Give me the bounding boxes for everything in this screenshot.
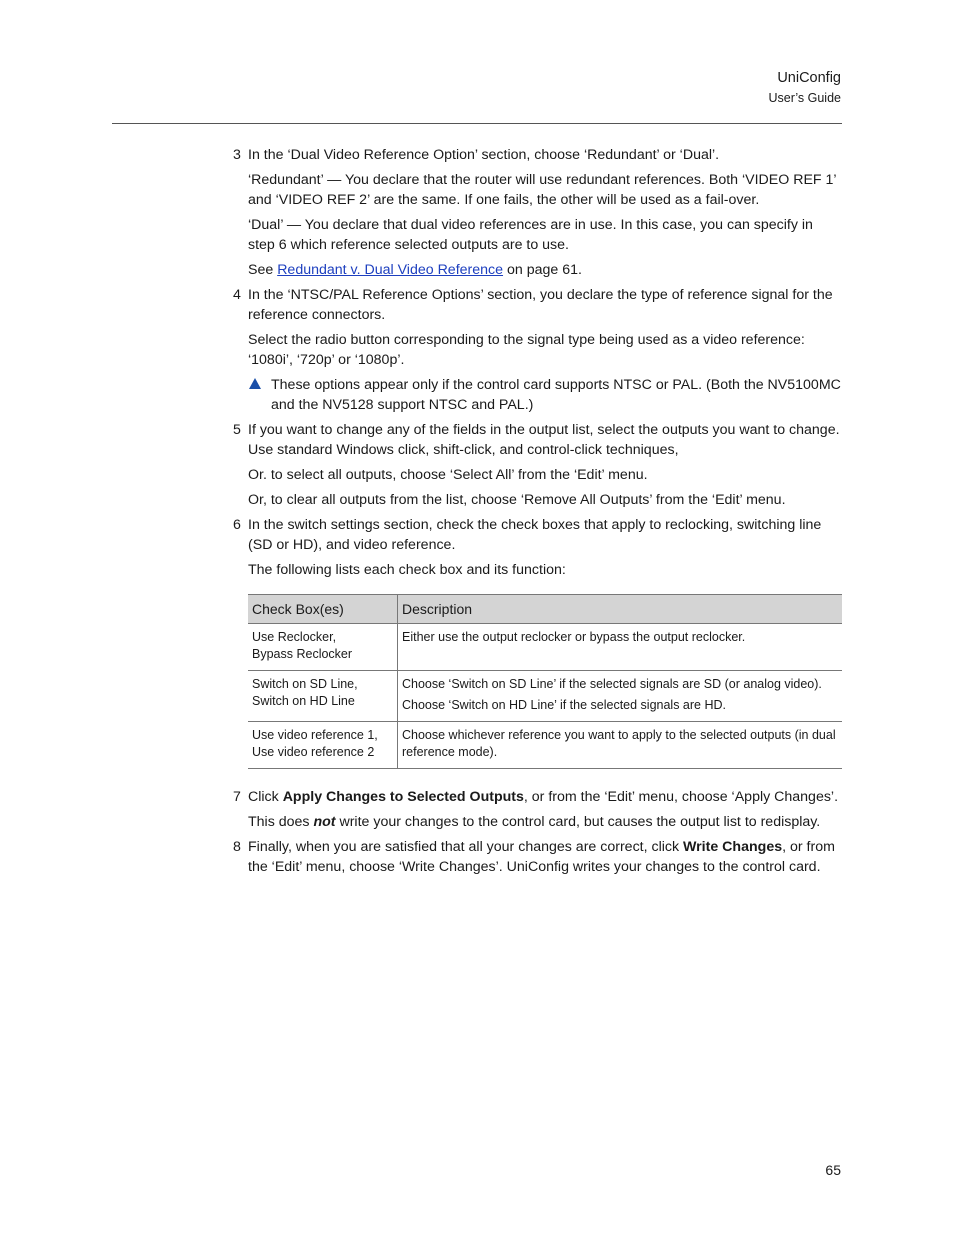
table-row <box>248 722 842 769</box>
table-header-description: Description <box>398 595 843 624</box>
step-number: 5 <box>233 422 241 438</box>
step-6 <box>233 515 842 555</box>
table-header-check-boxes: Check Box(es) <box>248 595 398 624</box>
triangle-up-icon <box>249 378 261 389</box>
table-row <box>248 671 842 722</box>
table-cell-check-box <box>248 722 398 769</box>
page-number: 65 <box>825 1162 841 1178</box>
cell-line: Switch on HD Line <box>252 694 355 708</box>
see-suffix: on page 61. <box>503 262 582 278</box>
table-row <box>248 624 842 671</box>
cell-line: Switch on SD Line, <box>252 677 358 691</box>
step-text: If you want to change any of the fields in the output list, select the outputs you want to change. Use standard Windows click, shift-click, and control-click techniques, <box>248 422 840 458</box>
step-text-pre: Finally, when you are satisfied that all your changes are correct, click <box>248 839 684 855</box>
step-number: 4 <box>233 287 241 303</box>
step-5-remove-all-paragraph: Or, to clear all outputs from the list, choose ‘Remove All Outputs’ from the ‘Edit’ menu. <box>248 492 786 508</box>
header-subtitle: User’s Guide <box>768 91 841 105</box>
step-4-paragraph: Select the radio button corresponding to the signal type being used as a video reference: ‘1080i’, ‘720p’ or ‘1080p’. <box>248 332 805 368</box>
step-4 <box>233 285 842 325</box>
step-8 <box>233 837 842 877</box>
cell-line: Either use the output reclocker or bypass the output reclocker. <box>402 630 746 644</box>
emphasis-not: not <box>313 814 336 830</box>
header-title: UniConfig <box>777 70 841 86</box>
table-cell-description <box>398 722 843 769</box>
table-cell-description <box>398 624 843 671</box>
note-text: These options appear only if the control card supports NTSC or PAL. (Both the NV5100MC and the NV5128 support NTSC and PAL.) <box>271 377 841 413</box>
step-text: In the switch settings section, check the check boxes that apply to reclocking, switching line (SD or HD), and video reference. <box>248 517 822 553</box>
main-content <box>233 145 842 882</box>
step-5-select-all-paragraph: Or. to select all outputs, choose ‘Select All’ from the ‘Edit’ menu. <box>248 467 648 483</box>
step-3 <box>233 145 842 165</box>
header-rule <box>112 123 842 124</box>
table-cell-check-box <box>248 624 398 671</box>
step-7 <box>233 787 842 807</box>
cell-line: Use Reclocker, <box>252 630 337 644</box>
check-box-table <box>248 594 842 769</box>
cell-line: Choose ‘Switch on SD Line’ if the selected signals are SD (or analog video). <box>402 677 822 691</box>
apply-changes-term: Apply Changes to Selected Outputs <box>282 789 524 805</box>
step-7-paragraph <box>233 812 842 832</box>
step-6-paragraph: The following lists each check box and its function: <box>248 562 566 578</box>
step-text-post: , or from the ‘Edit’ menu, choose ‘Apply Changes’. <box>523 789 839 805</box>
step-4-note <box>233 375 842 415</box>
step-3-see-also <box>233 260 842 280</box>
para-pre: This does <box>248 814 314 830</box>
write-changes-term: Write Changes <box>683 839 783 855</box>
cell-line: Choose whichever reference you want to apply to the selected outputs (in dual reference mode). <box>402 728 836 759</box>
step-text: In the ‘NTSC/PAL Reference Options’ section, you declare the type of reference signal for the reference connectors. <box>248 287 833 323</box>
cell-line: Bypass Reclocker <box>252 647 353 661</box>
cell-line: Use video reference 1, <box>252 728 378 742</box>
step-number: 3 <box>233 147 241 163</box>
para-post: write your changes to the control card, but causes the output list to redisplay. <box>335 814 821 830</box>
cell-line: Choose ‘Switch on HD Line’ if the selected signals are HD. <box>402 698 726 712</box>
step-number: 6 <box>233 517 241 533</box>
step-text-post: , or from the ‘Edit’ menu, choose ‘Write Changes’. UniConfig writes your changes to the control card. <box>248 839 835 875</box>
step-3-dual-paragraph: ‘Dual’ — You declare that dual video references are in use. In this case, you can specify in step 6 which reference selected outputs are to use. <box>248 217 813 253</box>
table-header-row <box>248 595 842 624</box>
table-cell-description <box>398 671 843 722</box>
cross-reference-link[interactable]: Redundant v. Dual Video Reference <box>277 262 504 278</box>
see-prefix: See <box>248 262 278 278</box>
step-text: In the ‘Dual Video Reference Option’ section, choose ‘Redundant’ or ‘Dual’. <box>248 147 720 163</box>
step-3-redundant-paragraph: ‘Redundant’ — You declare that the router will use redundant references. Both ‘VIDEO REF 1’ and ‘VIDEO REF 2’ are the same. If one fails, the other will be used as a fail-over. <box>248 172 837 208</box>
cell-line: Use video reference 2 <box>252 745 375 759</box>
table-cell-check-box <box>248 671 398 722</box>
step-5 <box>233 420 842 460</box>
step-number: 8 <box>233 839 241 855</box>
step-number: 7 <box>233 789 241 805</box>
step-text-pre: Click <box>248 789 283 805</box>
